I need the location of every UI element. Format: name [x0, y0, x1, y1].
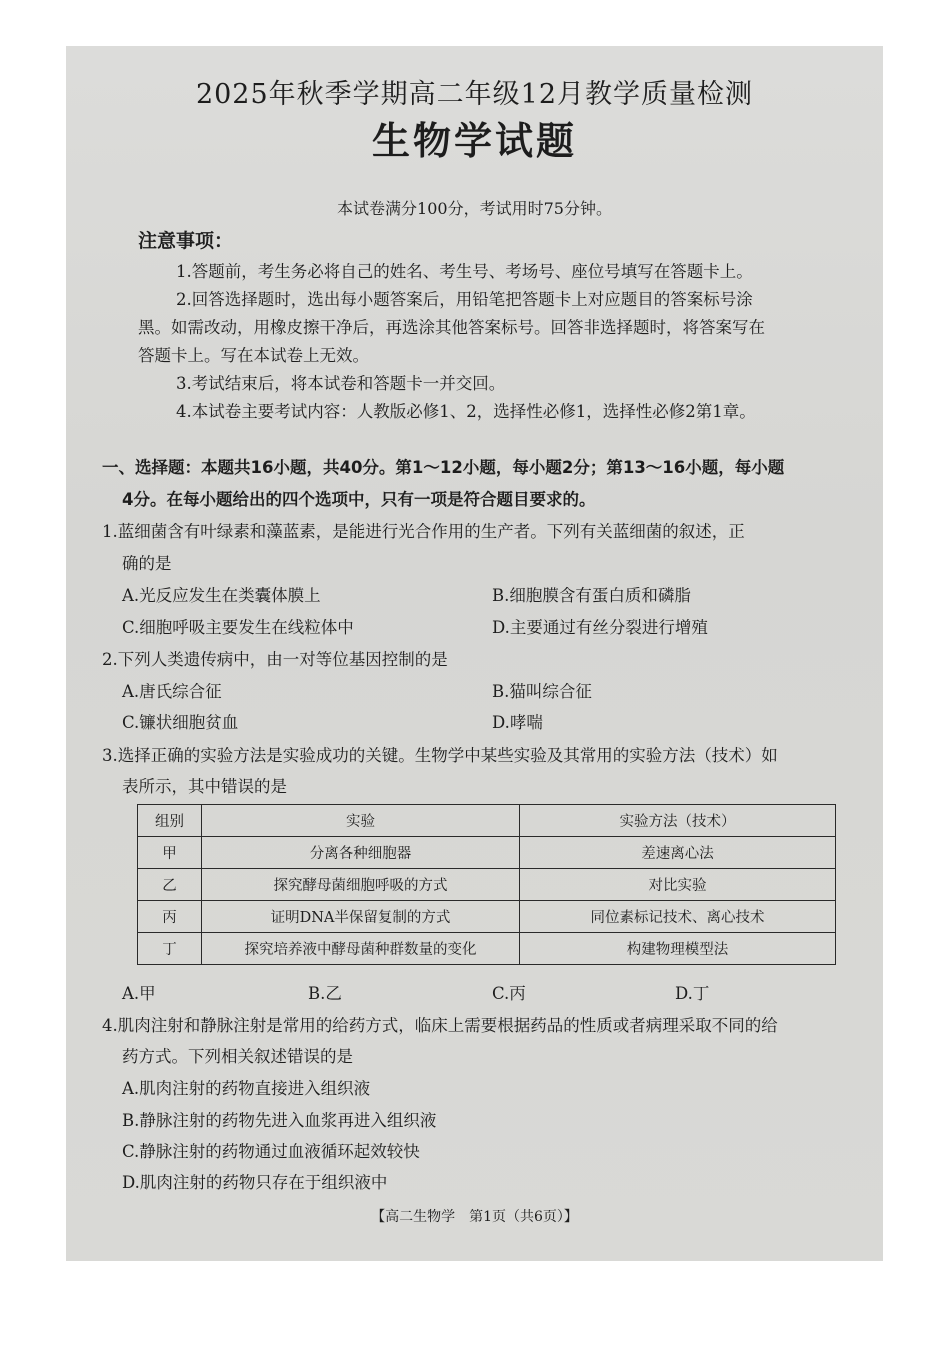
q2-option-c: C.镰状细胞贫血	[122, 713, 239, 732]
table-row	[138, 901, 836, 933]
table-header-row	[138, 805, 836, 837]
table-cell: 同位素标记技术、离心技术	[520, 901, 836, 933]
q2-option-a: A.唐氏综合征	[122, 682, 222, 701]
q1-option-a: A.光反应发生在类囊体膜上	[122, 586, 321, 605]
q2-option-d: D.哮喘	[492, 713, 543, 732]
q3-option-d: D.丁	[675, 984, 710, 1003]
exam-page	[66, 46, 883, 1261]
table-cell: 甲	[138, 837, 202, 869]
q4-option-b: B.静脉注射的药物先进入血浆再进入组织液	[122, 1111, 437, 1130]
q3-stem: 3.选择正确的实验方法是实验成功的关键。生物学中某些实验及其常用的实验方法（技术）如	[102, 746, 778, 765]
notice-item-2-line-3: 答题卡上。写在本试卷上无效。	[138, 346, 369, 365]
q2-option-b: B.猫叫综合征	[492, 682, 592, 701]
notice-heading: 注意事项：	[138, 230, 234, 252]
table-row	[138, 869, 836, 901]
table-cell: 分离各种细胞器	[202, 837, 520, 869]
section-1-heading-cont: 4分。在每小题给出的四个选项中，只有一项是符合题目要求的。	[122, 490, 596, 509]
table-cell: 探究培养液中酵母菌种群数量的变化	[202, 933, 520, 965]
q1-stem-cont: 确的是	[122, 554, 172, 573]
q2-stem: 2.下列人类遗传病中，由一对等位基因控制的是	[102, 650, 448, 669]
score-line: 本试卷满分100分，考试用时75分钟。	[337, 199, 612, 218]
q3-stem-cont: 表所示，其中错误的是	[122, 777, 287, 796]
table-cell: 差速离心法	[520, 837, 836, 869]
table-header-cell: 实验	[202, 805, 520, 837]
exam-title: 2025年秋季学期高二年级12月教学质量检测	[195, 79, 754, 110]
table-header-cell: 实验方法（技术）	[520, 805, 836, 837]
notice-item-1: 1.答题前，考生务必将自己的姓名、考生号、考场号、座位号填写在答题卡上。	[176, 262, 753, 281]
q4-option-c: C.静脉注射的药物通过血液循环起效较快	[122, 1142, 420, 1161]
table-cell: 探究酵母菌细胞呼吸的方式	[202, 869, 520, 901]
notice-item-2-line-1: 2.回答选择题时，选出每小题答案后，用铅笔把答题卡上对应题目的答案标号涂	[176, 290, 753, 309]
q1-option-c: C.细胞呼吸主要发生在线粒体中	[122, 618, 354, 637]
q3-option-c: C.丙	[492, 984, 526, 1003]
q4-stem-cont: 药方式。下列相关叙述错误的是	[122, 1047, 353, 1066]
q4-option-a: A.肌肉注射的药物直接进入组织液	[122, 1079, 371, 1098]
notice-item-2-line-2: 黑。如需改动，用橡皮擦干净后，再选涂其他答案标号。回答非选择题时，将答案写在	[138, 318, 765, 337]
q4-option-d: D.肌肉注射的药物只存在于组织液中	[122, 1173, 388, 1192]
notice-item-4: 4.本试卷主要考试内容：人教版必修1、2，选择性必修1，选择性必修2第1章。	[176, 402, 756, 421]
table-cell: 丁	[138, 933, 202, 965]
experiment-table	[137, 804, 836, 965]
notice-item-3: 3.考试结束后，将本试卷和答题卡一并交回。	[176, 374, 506, 393]
table-cell: 构建物理模型法	[520, 933, 836, 965]
q1-option-b: B.细胞膜含有蛋白质和磷脂	[492, 586, 691, 605]
q4-stem: 4.肌肉注射和静脉注射是常用的给药方式，临床上需要根据药品的性质或者病理采取不同的给	[102, 1016, 778, 1035]
q1-stem: 1.蓝细菌含有叶绿素和藻蓝素，是能进行光合作用的生产者。下列有关蓝细菌的叙述，正	[102, 522, 745, 541]
q3-option-b: B.乙	[308, 984, 342, 1003]
page-footer: 【高二生物学 第1页（共6页）】	[371, 1209, 578, 1225]
table-header-cell: 组别	[138, 805, 202, 837]
table-cell: 丙	[138, 901, 202, 933]
section-1-heading: 一、选择题：本题共16小题，共40分。第1～12小题，每小题2分；第13～16小题，每小题	[102, 458, 785, 477]
table-row	[138, 837, 836, 869]
table-cell: 对比实验	[520, 869, 836, 901]
table-cell: 证明DNA半保留复制的方式	[202, 901, 520, 933]
q3-option-a: A.甲	[122, 984, 156, 1003]
table-row	[138, 933, 836, 965]
table-cell: 乙	[138, 869, 202, 901]
q1-option-d: D.主要通过有丝分裂进行增殖	[492, 618, 708, 637]
subject-title: 生物学试题	[371, 118, 577, 163]
